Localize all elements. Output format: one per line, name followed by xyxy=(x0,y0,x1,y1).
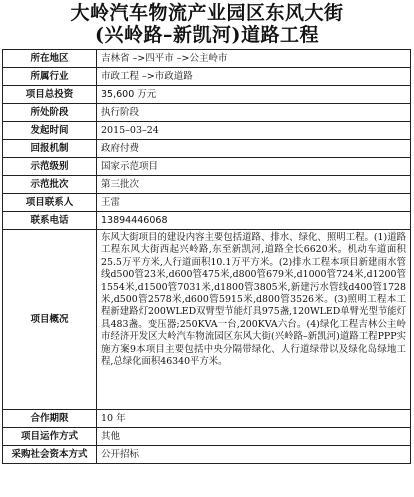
row-value: 10 年 xyxy=(97,410,411,428)
row-value: 政府付费 xyxy=(97,140,411,158)
table-row xyxy=(3,410,411,428)
table-row xyxy=(3,446,411,464)
page-title xyxy=(0,0,414,46)
row-label: 项目概况 xyxy=(3,230,97,410)
row-value: 执行阶段 xyxy=(97,104,411,122)
row-label: 回报机制 xyxy=(3,140,97,158)
row-label: 项目总投资 xyxy=(3,86,97,104)
row-value: 13894446068 xyxy=(97,212,411,230)
row-value: 2015–03–24 xyxy=(97,122,411,140)
row-label: 所属行业 xyxy=(3,68,97,86)
title-line-1: 大岭汽车物流产业园区东风大街 xyxy=(70,2,344,24)
table-row xyxy=(3,176,411,194)
table-row xyxy=(3,194,411,212)
table-row xyxy=(3,68,411,86)
table-row xyxy=(3,428,411,446)
row-label: 采购社会资本方式 xyxy=(3,446,97,464)
row-value: 国家示范项目 xyxy=(97,158,411,176)
row-value: 吉林省 –>四平市 –>公主岭市 xyxy=(97,50,411,68)
table-row-overview xyxy=(3,230,411,410)
table-row xyxy=(3,122,411,140)
row-label: 发起时间 xyxy=(3,122,97,140)
row-value: 王雷 xyxy=(97,194,411,212)
table-row xyxy=(3,50,411,68)
row-value: 市政工程 –>市政道路 xyxy=(97,68,411,86)
overview-text: 东风大街项目的建设内容主要包括道路、排水、绿化、照明工程。(1)道路工程东风大街西起兴岭路,东至新凯河,道路全长6620米。机动车道面积25.5万平方米,人行道面积10.1万平方米。(2)排水工程本项目新建雨水管线d500管23米,d600管475米,d800管679米,d1000管724米,d1200管1554米,d1500管7031米,d1800管3805米,新建污水管线d400管1728米,d500管2578米,d600管5915米,d800管3526米。(3)照明工程本工程新建路灯200WLED双臂型节能灯具975盏,120WLED单臂光型节能灯具483盏。变压器;250KVA一台,200KVA六台。(4)绿化工程吉林公主岭市经济开发区大岭汽车物流园区东风大街(兴岭路–新凯河)道路工程PPP实施方案9本项目主要包括中央分隔带绿化、人行道绿带以及绿化岛绿地工程,总绿化面积46340平方米。 xyxy=(97,230,411,410)
row-label: 合作期限 xyxy=(3,410,97,428)
title-line-2: (兴岭路–新凯河)道路工程 xyxy=(95,24,319,46)
table-row xyxy=(3,104,411,122)
row-value: 35,600 万元 xyxy=(97,86,411,104)
row-label: 所在地区 xyxy=(3,50,97,68)
table-row xyxy=(3,212,411,230)
row-value: 第三批次 xyxy=(97,176,411,194)
project-info-table xyxy=(2,49,411,464)
row-label: 示范批次 xyxy=(3,176,97,194)
row-label: 联系电话 xyxy=(3,212,97,230)
row-label: 项目联系人 xyxy=(3,194,97,212)
row-value: 其他 xyxy=(97,428,411,446)
table-row xyxy=(3,140,411,158)
row-label: 示范级别 xyxy=(3,158,97,176)
row-value: 公开招标 xyxy=(97,446,411,464)
table-row xyxy=(3,158,411,176)
row-label: 所处阶段 xyxy=(3,104,97,122)
row-label: 项目运作方式 xyxy=(3,428,97,446)
table-row xyxy=(3,86,411,104)
